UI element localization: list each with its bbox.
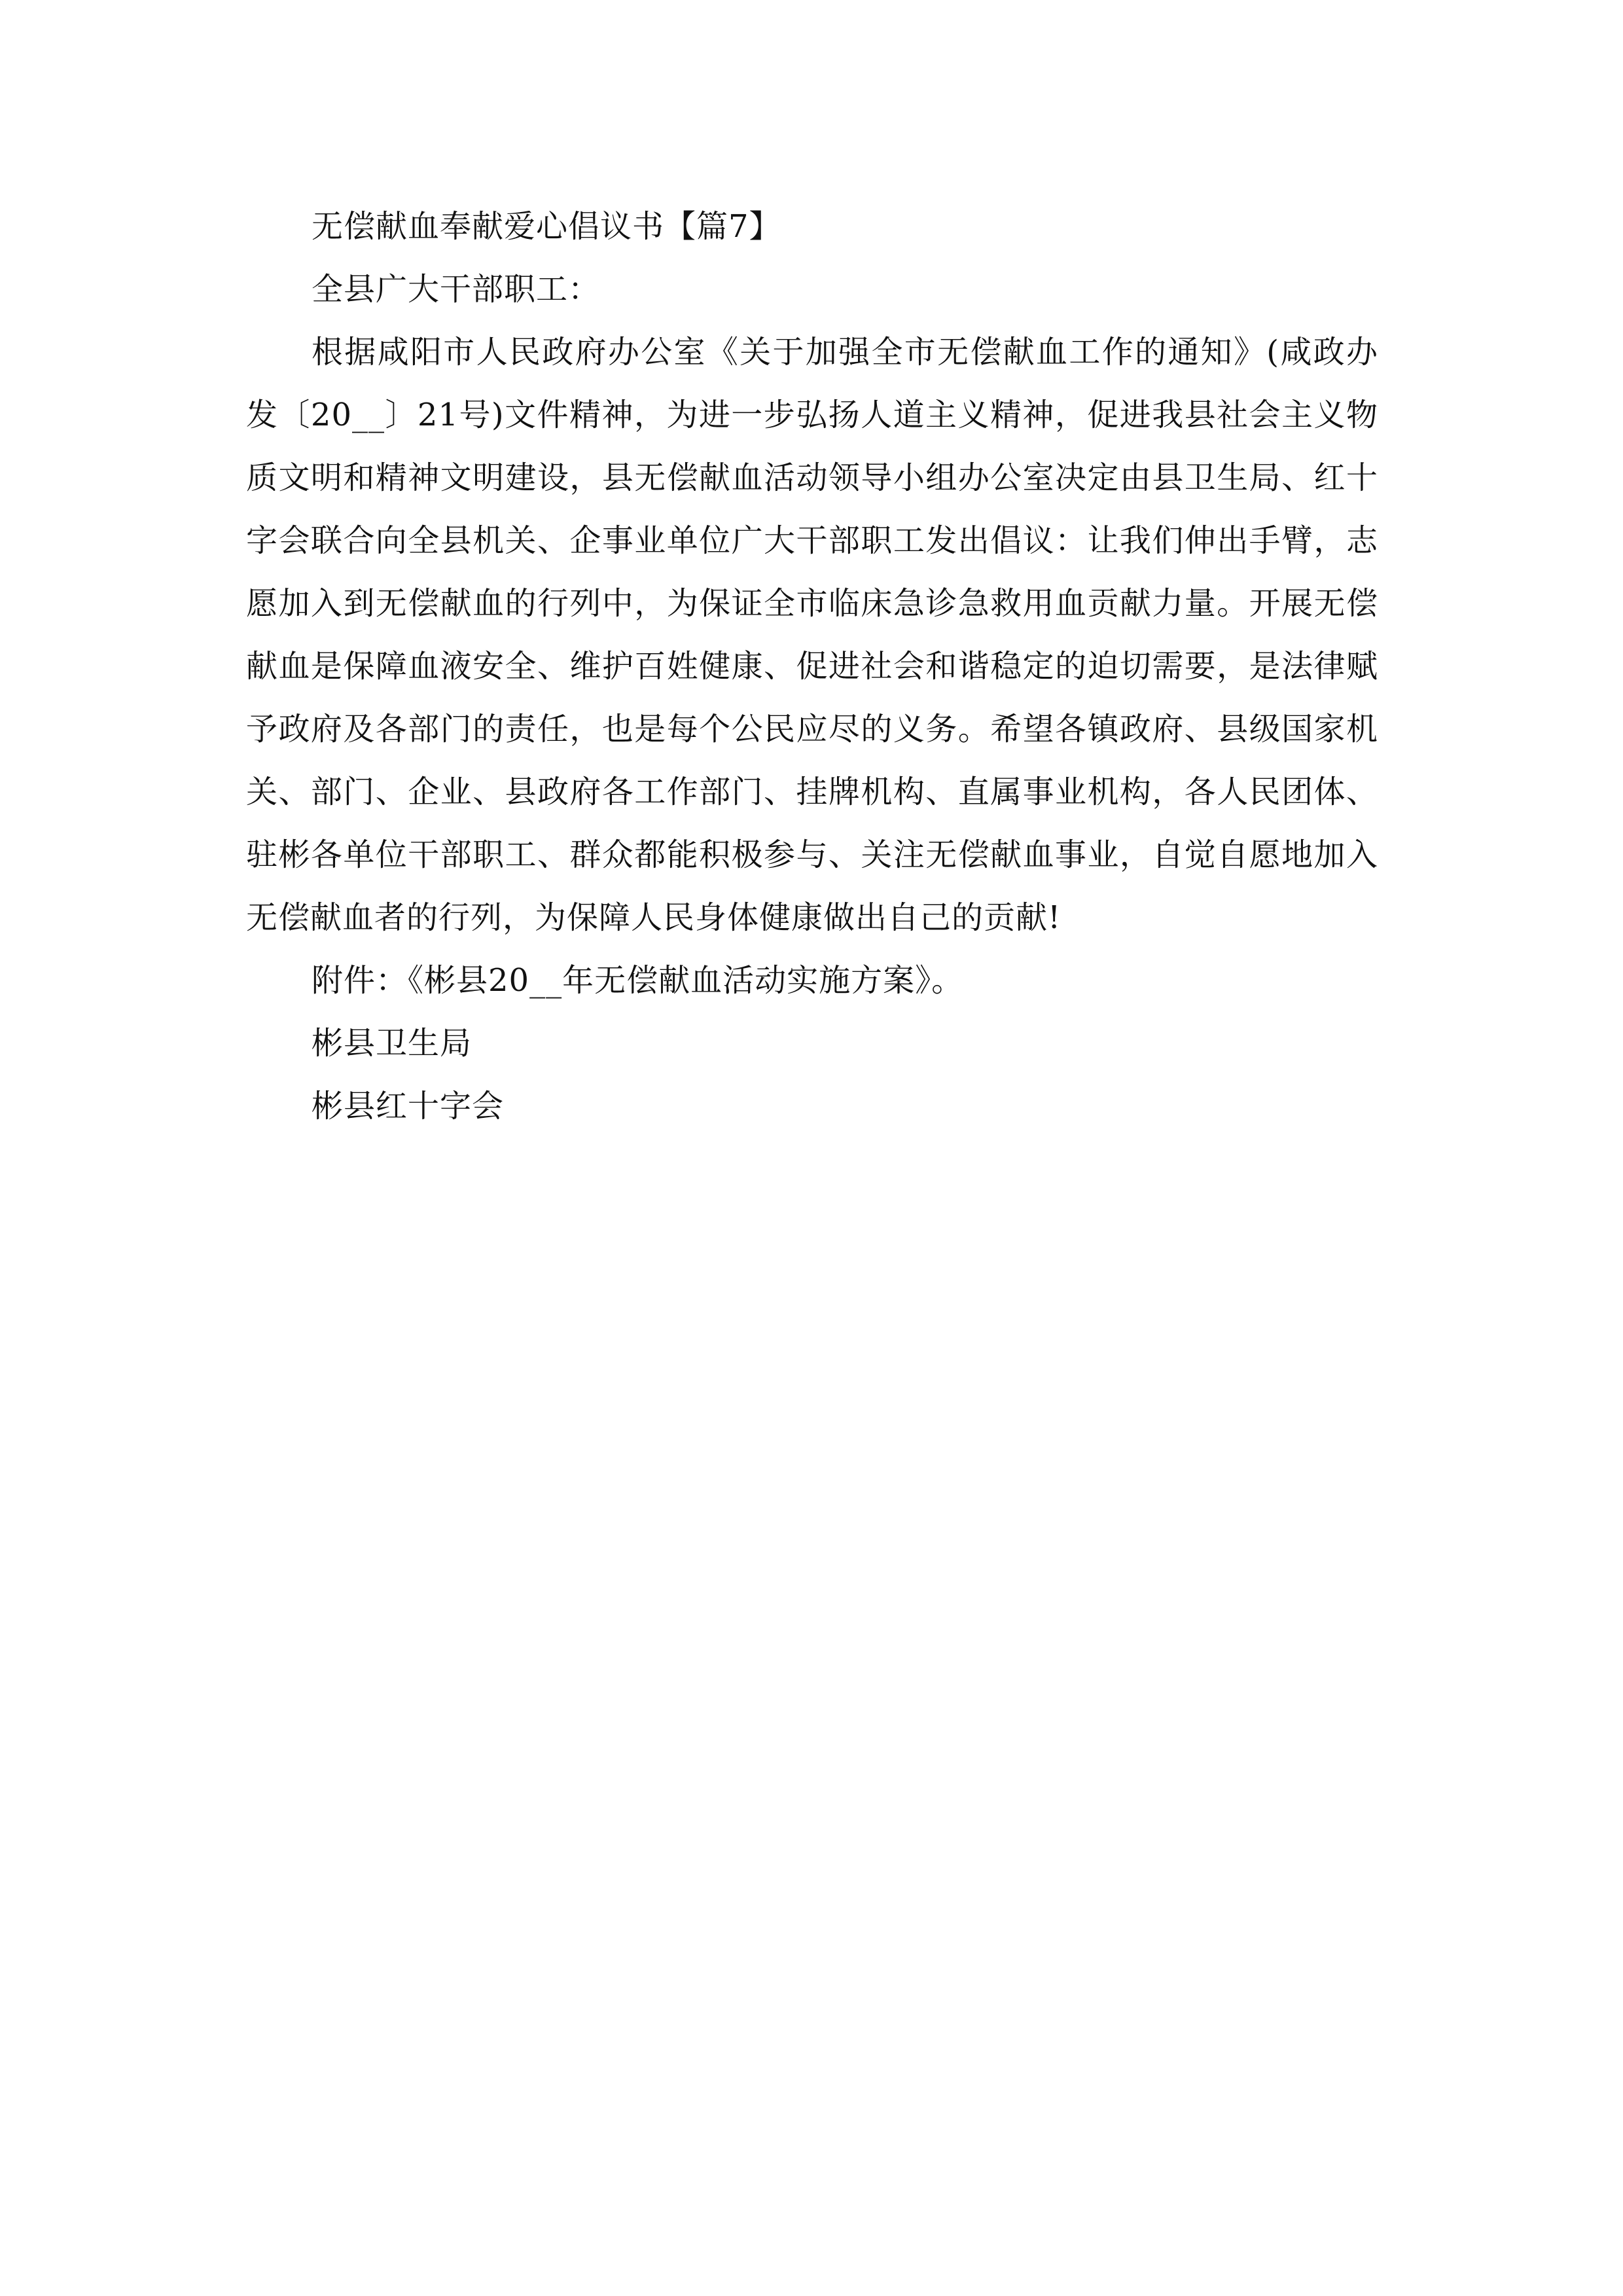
salutation: 全县广大干部职工： [312,271,601,308]
document-title: 无偿献血奉献爱心倡议书【篇7】 [312,208,781,245]
signature-health-bureau: 彬县卫生局 [312,1025,473,1062]
signature-red-cross: 彬县红十字会 [312,1088,505,1124]
attachment-note: 附件：《彬县20__年无偿献血活动实施方案》。 [312,962,964,999]
document-content [246,195,1378,1138]
body-paragraph: 根据咸阳市人民政府办公室《关于加强全市无偿献血工作的通知》(咸政办发〔20__〕21号)文件精神，为进一步弘扬人道主义精神，促进我县社会主义物质文明和精神文明建设，县无偿献血活动领导小组办公室决定由县卫生局、红十字会联合向全县机关、企事业单位广大干部职工发出倡议：让我们伸出手臂，志愿加入到无偿献血的行列中，为保证全市临床急诊急救用血贡献力量。开展无偿献血是保障血液安全、维护百姓健康、促进社会和谐稳定的迫切需要，是法律赋予政府及各部门的责任，也是每个公民应尽的义务。希望各镇政府、县级国家机关、部门、企业、县政府各工作部门、挂牌机构、直属事业机构，各人民团体、驻彬各单位干部职工、群众都能积极参与、关注无偿献血事业，自觉自愿地加入无偿献血者的行列，为保障人民身体健康做出自己的贡献! [246,334,1378,936]
